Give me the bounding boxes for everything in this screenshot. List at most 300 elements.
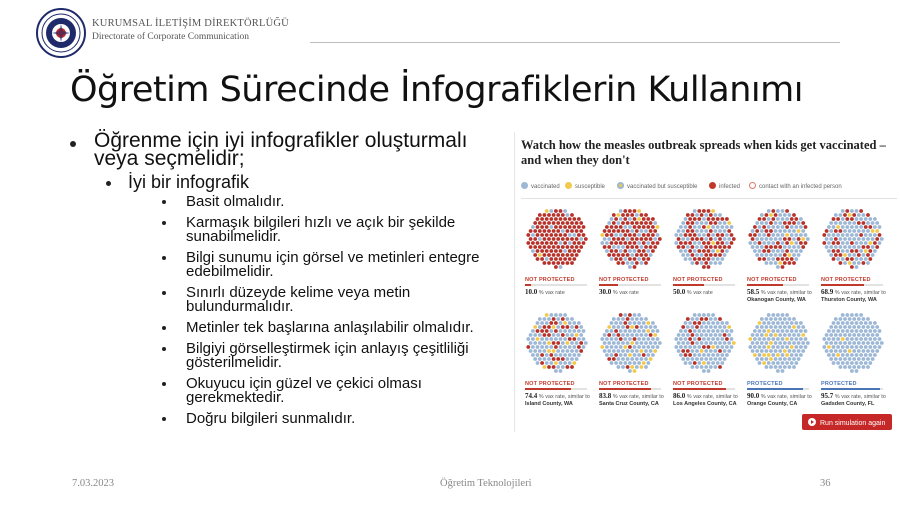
org-subtitle: Directorate of Corporate Communication — [92, 32, 249, 42]
person-dot — [707, 225, 711, 229]
person-dot — [619, 337, 623, 341]
person-dot — [681, 229, 685, 233]
person-dot — [679, 241, 683, 245]
person-dot — [850, 321, 854, 325]
person-dot — [790, 233, 794, 237]
person-dot — [603, 229, 607, 233]
person-dot — [630, 229, 634, 233]
person-dot — [561, 349, 565, 353]
person-dot — [758, 329, 762, 333]
person-dot — [723, 229, 727, 233]
person-dot — [843, 261, 847, 265]
person-dot — [875, 221, 879, 225]
vax-rate-suffix: % vax rate, similar to — [538, 394, 590, 400]
person-dot — [718, 221, 722, 225]
person-dot — [788, 357, 792, 361]
person-dot — [850, 241, 854, 245]
person-dot — [848, 253, 852, 257]
person-dot — [619, 329, 623, 333]
person-dot — [612, 229, 616, 233]
person-dot — [531, 241, 535, 245]
person-dot — [684, 321, 688, 325]
person-dot — [688, 249, 692, 253]
person-dot — [714, 213, 718, 217]
vaccinated-susceptible-dot-icon — [617, 182, 624, 189]
person-dot — [878, 337, 882, 341]
person-dot — [852, 253, 856, 257]
person-dot — [568, 217, 572, 221]
person-dot — [612, 325, 616, 329]
person-dot — [723, 253, 727, 257]
person-dot — [554, 313, 558, 317]
person-dot — [700, 245, 704, 249]
person-dot — [626, 349, 630, 353]
person-dot — [875, 325, 879, 329]
person-dot — [695, 349, 699, 353]
person-dot — [704, 221, 708, 225]
person-dot — [825, 245, 829, 249]
person-dot — [730, 225, 734, 229]
vax-rate-value: 86.0 — [673, 392, 686, 400]
person-dot — [614, 329, 618, 333]
person-dot — [714, 333, 718, 337]
person-dot — [799, 233, 803, 237]
person-dot — [640, 237, 644, 241]
person-dot — [762, 233, 766, 237]
person-dot — [561, 237, 565, 241]
person-dot — [709, 245, 713, 249]
person-dot — [801, 349, 805, 353]
person-dot — [878, 329, 882, 333]
vax-rate-line — [673, 289, 741, 297]
person-dot — [610, 217, 614, 221]
person-dot — [794, 345, 798, 349]
person-dot — [711, 225, 715, 229]
person-dot — [651, 233, 655, 237]
person-dot — [691, 333, 695, 337]
person-dot — [700, 333, 704, 337]
person-dot — [635, 341, 639, 345]
vax-rate-bar-fill — [673, 388, 726, 390]
person-dot — [864, 241, 868, 245]
person-dot — [545, 337, 549, 341]
person-dot — [559, 369, 563, 373]
person-dot — [646, 217, 650, 221]
person-dot — [771, 241, 775, 245]
person-dot — [568, 225, 572, 229]
person-dot — [570, 317, 574, 321]
criteria-text: Bilgi sunumu için görsel ve metinleri entegre edebilmelidir. — [186, 249, 480, 280]
population-simulation — [671, 204, 739, 272]
person-dot — [691, 253, 695, 257]
person-dot — [767, 353, 771, 357]
person-dot — [852, 261, 856, 265]
person-dot — [540, 337, 544, 341]
person-dot — [642, 361, 646, 365]
person-dot — [852, 333, 856, 337]
person-dot — [646, 233, 650, 237]
person-dot — [776, 369, 780, 373]
person-dot — [566, 213, 570, 217]
criteria-item — [94, 195, 515, 209]
person-dot — [568, 233, 572, 237]
person-dot — [875, 349, 879, 353]
person-dot — [771, 353, 775, 357]
person-dot — [577, 225, 581, 229]
bullet-dot-icon — [162, 291, 166, 295]
person-dot — [572, 225, 576, 229]
person-dot — [873, 353, 877, 357]
person-dot — [841, 353, 845, 357]
person-dot — [600, 233, 604, 237]
person-dot — [832, 345, 836, 349]
person-dot — [836, 257, 840, 261]
person-dot — [651, 321, 655, 325]
person-dot — [832, 241, 836, 245]
person-dot — [630, 245, 634, 249]
person-dot — [623, 249, 627, 253]
person-dot — [549, 233, 553, 237]
person-dot — [702, 257, 706, 261]
person-dot — [640, 333, 644, 337]
person-dot — [603, 245, 607, 249]
person-dot — [626, 365, 630, 369]
person-dot — [723, 221, 727, 225]
person-dot — [536, 345, 540, 349]
person-dot — [866, 333, 870, 337]
person-dot — [730, 233, 734, 237]
person-dot — [862, 357, 866, 361]
legend-item-susceptible — [565, 182, 605, 192]
person-dot — [568, 345, 572, 349]
person-dot — [646, 321, 650, 325]
person-dot — [711, 353, 715, 357]
person-dot — [873, 217, 877, 221]
person-dot — [785, 313, 789, 317]
person-dot — [642, 345, 646, 349]
person-dot — [852, 341, 856, 345]
person-dot — [568, 329, 572, 333]
person-dot — [688, 225, 692, 229]
person-dot — [850, 217, 854, 221]
person-dot — [617, 325, 621, 329]
person-dot — [792, 261, 796, 265]
person-dot — [610, 257, 614, 261]
person-dot — [686, 341, 690, 345]
legend-label: infected — [719, 184, 741, 190]
person-dot — [767, 345, 771, 349]
person-dot — [857, 333, 861, 337]
bullet-level-2 — [94, 174, 515, 426]
person-dot — [605, 225, 609, 229]
criteria-item — [94, 251, 515, 279]
person-dot — [857, 229, 861, 233]
person-dot — [771, 345, 775, 349]
person-dot — [545, 353, 549, 357]
population-simulation — [523, 204, 591, 272]
person-dot — [845, 329, 849, 333]
person-dot — [751, 229, 755, 233]
person-dot — [716, 257, 720, 261]
person-dot — [720, 321, 724, 325]
person-dot — [767, 233, 771, 237]
person-dot — [702, 225, 706, 229]
person-dot — [570, 365, 574, 369]
person-dot — [691, 365, 695, 369]
person-dot — [572, 217, 576, 221]
person-dot — [568, 337, 572, 341]
play-icon — [808, 418, 816, 426]
legend-label: susceptible — [575, 184, 606, 190]
person-dot — [617, 365, 621, 369]
bullet-dot-icon — [162, 200, 166, 204]
person-dot — [547, 253, 551, 257]
person-dot — [801, 245, 805, 249]
person-dot — [783, 357, 787, 361]
person-dot — [799, 329, 803, 333]
person-dot — [767, 249, 771, 253]
person-dot — [644, 221, 648, 225]
person-dot — [751, 333, 755, 337]
vax-rate-line — [747, 393, 815, 401]
vax-rate-bar-fill — [525, 388, 571, 390]
person-dot — [866, 261, 870, 265]
person-dot — [704, 237, 708, 241]
person-dot — [536, 225, 540, 229]
person-dot — [792, 253, 796, 257]
person-dot — [848, 213, 852, 217]
person-dot — [686, 333, 690, 337]
person-dot — [617, 237, 621, 241]
person-dot — [834, 357, 838, 361]
person-dot — [859, 353, 863, 357]
person-dot — [568, 257, 572, 261]
criteria-item — [94, 321, 515, 335]
person-dot — [644, 261, 648, 265]
person-dot — [859, 345, 863, 349]
person-dot — [801, 237, 805, 241]
person-dot — [774, 357, 778, 361]
slide-title: Öğretim Sürecinde İnfografiklerin Kullanımı — [70, 70, 803, 110]
person-dot — [781, 225, 785, 229]
person-dot — [755, 229, 759, 233]
person-dot — [630, 253, 634, 257]
person-dot — [730, 241, 734, 245]
person-dot — [642, 233, 646, 237]
person-dot — [549, 241, 553, 245]
person-dot — [855, 353, 859, 357]
person-dot — [547, 261, 551, 265]
person-dot — [714, 357, 718, 361]
person-dot — [716, 329, 720, 333]
person-dot — [545, 209, 549, 213]
person-dot — [630, 237, 634, 241]
person-dot — [545, 361, 549, 365]
person-dot — [693, 361, 697, 365]
person-dot — [531, 233, 535, 237]
person-dot — [533, 229, 537, 233]
person-dot — [845, 249, 849, 253]
person-dot — [697, 217, 701, 221]
person-dot — [725, 337, 729, 341]
person-dot — [716, 249, 720, 253]
population-simulation — [745, 204, 813, 272]
simulation-panel — [671, 204, 741, 304]
person-dot — [855, 321, 859, 325]
person-dot — [540, 361, 544, 365]
person-dot — [619, 249, 623, 253]
person-dot — [788, 317, 792, 321]
person-dot — [536, 321, 540, 325]
run-simulation-button[interactable] — [802, 414, 892, 430]
person-dot — [679, 337, 683, 341]
person-dot — [834, 253, 838, 257]
person-dot — [788, 261, 792, 265]
person-dot — [637, 345, 641, 349]
person-dot — [695, 325, 699, 329]
person-dot — [566, 341, 570, 345]
vax-rate-value: 83.8 — [599, 392, 612, 400]
person-dot — [716, 361, 720, 365]
person-dot — [688, 345, 692, 349]
vax-rate-suffix: % vax rate, similar to — [760, 394, 812, 400]
person-dot — [646, 345, 650, 349]
person-dot — [834, 325, 838, 329]
person-dot — [579, 341, 583, 345]
person-dot — [693, 345, 697, 349]
person-dot — [762, 241, 766, 245]
person-dot — [836, 225, 840, 229]
person-dot — [531, 225, 535, 229]
person-dot — [635, 365, 639, 369]
person-dot — [843, 229, 847, 233]
person-dot — [552, 253, 556, 257]
person-dot — [614, 217, 618, 221]
person-dot — [760, 229, 764, 233]
vax-rate-suffix: % vax rate, similar to — [834, 394, 886, 400]
person-dot — [723, 357, 727, 361]
person-dot — [688, 337, 692, 341]
person-dot — [697, 361, 701, 365]
person-dot — [839, 357, 843, 361]
person-dot — [691, 229, 695, 233]
person-dot — [822, 241, 826, 245]
person-dot — [538, 341, 542, 345]
person-dot — [677, 333, 681, 337]
person-dot — [575, 341, 579, 345]
person-dot — [873, 329, 877, 333]
person-dot — [702, 249, 706, 253]
person-dot — [681, 341, 685, 345]
person-dot — [536, 241, 540, 245]
person-dot — [850, 361, 854, 365]
person-dot — [561, 221, 565, 225]
person-dot — [765, 365, 769, 369]
person-dot — [718, 261, 722, 265]
person-dot — [612, 245, 616, 249]
person-dot — [720, 225, 724, 229]
person-dot — [852, 229, 856, 233]
person-dot — [559, 217, 563, 221]
person-dot — [778, 245, 782, 249]
person-dot — [688, 321, 692, 325]
person-dot — [536, 257, 540, 261]
person-dot — [563, 313, 567, 317]
person-dot — [552, 221, 556, 225]
person-dot — [566, 221, 570, 225]
person-dot — [781, 265, 785, 269]
person-dot — [788, 245, 792, 249]
person-dot — [610, 337, 614, 341]
person-dot — [626, 341, 630, 345]
person-dot — [646, 225, 650, 229]
person-dot — [566, 333, 570, 337]
person-dot — [852, 213, 856, 217]
person-dot — [718, 213, 722, 217]
person-dot — [686, 213, 690, 217]
person-dot — [864, 329, 868, 333]
criteria-list — [94, 195, 515, 426]
person-dot — [612, 357, 616, 361]
person-dot — [526, 345, 530, 349]
person-dot — [765, 357, 769, 361]
person-dot — [695, 213, 699, 217]
person-dot — [630, 261, 634, 265]
person-dot — [649, 341, 653, 345]
person-dot — [718, 245, 722, 249]
person-dot — [679, 225, 683, 229]
person-dot — [862, 317, 866, 321]
vax-rate-bar — [747, 388, 809, 390]
person-dot — [799, 345, 803, 349]
person-dot — [610, 353, 614, 357]
person-dot — [695, 229, 699, 233]
person-dot — [559, 361, 563, 365]
bullet-dot-icon — [162, 256, 166, 260]
person-dot — [556, 213, 560, 217]
person-dot — [617, 261, 621, 265]
person-dot — [679, 345, 683, 349]
person-dot — [547, 245, 551, 249]
person-dot — [714, 253, 718, 257]
person-dot — [765, 333, 769, 337]
person-dot — [626, 213, 630, 217]
person-dot — [827, 337, 831, 341]
person-dot — [866, 237, 870, 241]
person-dot — [651, 217, 655, 221]
person-dot — [538, 221, 542, 225]
person-dot — [868, 361, 872, 365]
person-dot — [751, 341, 755, 345]
person-dot — [862, 237, 866, 241]
person-dot — [543, 245, 547, 249]
person-dot — [697, 241, 701, 245]
person-dot — [674, 345, 678, 349]
person-dot — [765, 237, 769, 241]
person-dot — [568, 353, 572, 357]
person-dot — [753, 337, 757, 341]
person-dot — [543, 221, 547, 225]
person-dot — [649, 253, 653, 257]
vax-rate-value: 30.0 — [599, 288, 612, 296]
person-dot — [617, 229, 621, 233]
person-dot — [533, 325, 537, 329]
person-dot — [829, 357, 833, 361]
person-dot — [771, 329, 775, 333]
person-dot — [635, 229, 639, 233]
person-dot — [730, 345, 734, 349]
person-dot — [868, 353, 872, 357]
